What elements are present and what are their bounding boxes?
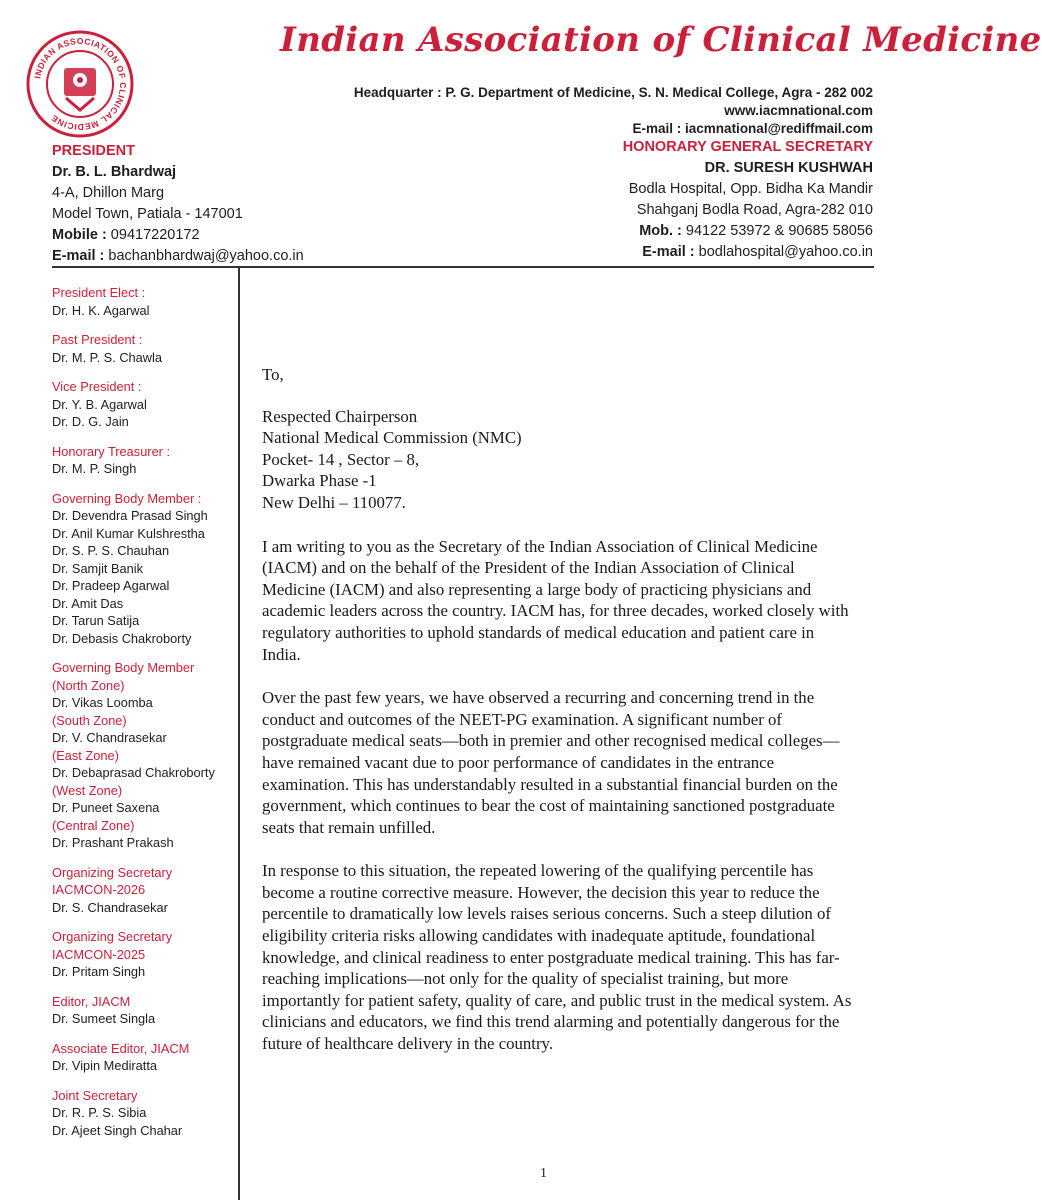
- sidebar-role: Editor, JIACM: [52, 993, 131, 1009]
- sidebar-member-name: Dr. S. Chandrasekar: [52, 899, 168, 915]
- sidebar-role: Past President :: [52, 332, 143, 347]
- sidebar-member-name: Dr. Samjit Banik: [52, 560, 144, 576]
- sidebar-member-name: Dr. Ajeet Singh Chahar: [52, 1122, 183, 1138]
- general-secretary-address-2: Shahganj Bodla Road, Agra-282 010: [636, 202, 873, 218]
- sidebar-member-name: Dr. Pritam Singh: [52, 964, 146, 979]
- header-divider: [52, 266, 874, 268]
- general-secretary-mobile: [623, 221, 873, 242]
- zone-member-name: Dr. Puneet Saxena: [52, 800, 160, 815]
- president-address-1: 4-A, Dhillon Marg: [52, 185, 165, 201]
- sidebar-member-name: Dr. M. P. Singh: [52, 461, 137, 476]
- page-number: 1: [540, 1166, 547, 1181]
- sidebar-role-event: IACMCON-2025: [52, 946, 146, 962]
- sidebar-member-name: Dr. H. K. Agarwal: [52, 302, 150, 318]
- recipient-line: Pocket- 14 , Sector – 8,: [262, 449, 420, 469]
- sidebar-group: [52, 928, 232, 981]
- sidebar-group: [52, 993, 232, 1028]
- general-secretary-email-value[interactable]: bodlahospital@yahoo.co.in: [694, 244, 873, 260]
- sidebar-group: [52, 378, 232, 431]
- general-secretary-mobile-label: Mob. :: [639, 223, 682, 239]
- president-block: [52, 141, 304, 267]
- sidebar-member-name: Dr. Vipin Mediratta: [52, 1058, 158, 1073]
- general-secretary-email: [623, 242, 873, 263]
- sidebar-group: [52, 331, 232, 366]
- sidebar-member-name: Dr. S. P. S. Chauhan: [52, 543, 170, 558]
- zone-label: (North Zone): [52, 677, 125, 693]
- zone-label: (South Zone): [52, 712, 127, 728]
- seal-text: INDIAN ASSOCIATION OF CLINICAL MEDICINE: [32, 35, 129, 133]
- president-email: [52, 246, 304, 267]
- sidebar-role-event: IACMCON-2026: [52, 882, 146, 897]
- iacm-seal-icon: [24, 28, 136, 140]
- president-address-2: Model Town, Patiala - 147001: [52, 206, 243, 222]
- sidebar-member-name: Dr. Tarun Satija: [52, 613, 140, 628]
- general-secretary-block: [623, 137, 873, 263]
- zone-member-name: Dr. Prashant Prakash: [52, 835, 174, 850]
- sidebar-member-name: Dr. R. P. S. Sibia: [52, 1105, 147, 1120]
- zone-label: (East Zone): [52, 747, 119, 763]
- organization-name: Indian Association of Clinical Medicine: [280, 20, 1042, 60]
- headquarter-block: [354, 84, 873, 138]
- sidebar-role: Associate Editor, JIACM: [52, 1040, 190, 1056]
- general-secretary-email-label: E-mail :: [642, 244, 695, 260]
- recipient-address: [262, 406, 852, 514]
- zone-members-group: [52, 659, 232, 852]
- sidebar-member-name: Dr. Devendra Prasad Singh: [52, 508, 208, 523]
- general-secretary-title: HONORARY GENERAL SECRETARY: [622, 139, 873, 155]
- general-secretary-address-1: Bodla Hospital, Opp. Bidha Ka Mandir: [628, 181, 873, 197]
- zone-members-role: Governing Body Member: [52, 660, 195, 675]
- president-mobile-value: 09417220172: [106, 227, 200, 243]
- letter-body: [262, 364, 852, 1055]
- president-email-value[interactable]: bachanbhardwaj@yahoo.co.in: [104, 248, 304, 264]
- website-link[interactable]: www.iacmnational.com: [724, 103, 873, 118]
- recipient-line: National Medical Commission (NMC): [262, 428, 522, 448]
- president-mobile: [52, 225, 304, 246]
- president-name: Dr. B. L. Bhardwaj: [52, 164, 177, 180]
- zone-member-name: Dr. Debaprasad Chakroborty: [52, 765, 215, 780]
- letter-paragraph: Over the past few years, we have observed a recurring and concerning trend in the conduct and outcomes of the NEET-PG examination. A significant number of postgraduate medical seats—both in premier and other recognised medical colleges—have remained vacant due to poor performance of candidates in the entrance examination. This has understandably resulted in a substantial financial burden on the government, which continues to bear the cost of maintaining sanctioned postgraduate seats that remain unfilled.: [262, 688, 840, 837]
- general-secretary-name: DR. SURESH KUSHWAH: [704, 160, 873, 176]
- headquarter-address: Headquarter : P. G. Department of Medicine, S. N. Medical College, Agra - 282 002: [353, 85, 873, 100]
- sidebar-role: Joint Secretary: [52, 1087, 138, 1103]
- recipient-line: New Delhi – 110077.: [262, 492, 406, 512]
- sidebar-member-name: Dr. Pradeep Agarwal: [52, 578, 170, 593]
- sidebar-member-name: Dr. Amit Das: [52, 595, 124, 611]
- sidebar-member-name: Dr. Debasis Chakroborty: [52, 630, 192, 646]
- sidebar-divider: [238, 266, 240, 1200]
- zone-member-name: Dr. Vikas Loomba: [52, 695, 153, 710]
- zone-member-name: Dr. V. Chandrasekar: [52, 730, 167, 745]
- sidebar-group: [52, 490, 232, 648]
- sidebar-member-name: Dr. D. G. Jain: [52, 414, 129, 429]
- sidebar-role: Organizing Secretary: [52, 929, 173, 944]
- sidebar-member-name: Dr. Sumeet Singla: [52, 1011, 156, 1026]
- sidebar-group: [52, 1087, 232, 1140]
- zone-label: (Central Zone): [52, 817, 135, 833]
- zone-label: (West Zone): [52, 782, 123, 798]
- general-secretary-mobile-value: 94122 53972 & 90685 58056: [681, 223, 873, 239]
- sidebar-role: Organizing Secretary: [52, 864, 173, 880]
- president-title: PRESIDENT: [52, 143, 135, 159]
- letter-paragraph: In response to this situation, the repeated lowering of the qualifying percentile has become a routine corrective measure. However, the decision this year to reduce the percentile to dramatically low levels raises serious concerns. Such a steep dilution of eligibility criteria risks allowing candidates with inadequate aptitude, foundational knowledge, and clinical readiness to enter postgraduate medical training. This has far-reaching implications—not only for the quality of specialist training, but more importantly for patient safety, quality of care, and public trust in the medical system. As clinicians and educators, we find this trend alarming and potentially dangerous for the future of healthcare delivery in the country.: [262, 861, 852, 1054]
- sidebar-group: [52, 1040, 232, 1075]
- sidebar-role: Vice President :: [52, 379, 142, 394]
- sidebar-group: [52, 284, 232, 319]
- sidebar-role: President Elect :: [52, 285, 146, 300]
- sidebar-group: [52, 443, 232, 478]
- recipient-line: Respected Chairperson: [262, 406, 418, 426]
- sidebar-role: Honorary Treasurer :: [52, 443, 171, 459]
- letter-paragraph: I am writing to you as the Secretary of the Indian Association of Clinical Medicine (IACM) and on the behalf of the President of the Indian Association of Clinical Medicine (IACM) and also representing a large body of practicing physicians and academic leaders across the country. IACM has, for three decades, worked closely with regulatory authorities to uphold standards of medical education and patient care in India.: [262, 536, 849, 664]
- president-email-label: E-mail :: [52, 248, 105, 264]
- header-email[interactable]: E-mail : iacmnational@rediffmail.com: [632, 121, 873, 136]
- recipient-line: Dwarka Phase -1: [262, 471, 377, 491]
- sidebar-group: [52, 864, 232, 917]
- sidebar-member-name: Dr. M. P. S. Chawla: [52, 349, 162, 365]
- sidebar-member-name: Dr. Y. B. Agarwal: [52, 396, 147, 412]
- sidebar-role: Governing Body Member :: [52, 490, 202, 506]
- president-mobile-label: Mobile :: [52, 227, 107, 243]
- office-bearers-sidebar: [52, 284, 232, 1151]
- sidebar-member-name: Dr. Anil Kumar Kulshrestha: [52, 525, 205, 541]
- letter-salutation: To,: [262, 365, 284, 384]
